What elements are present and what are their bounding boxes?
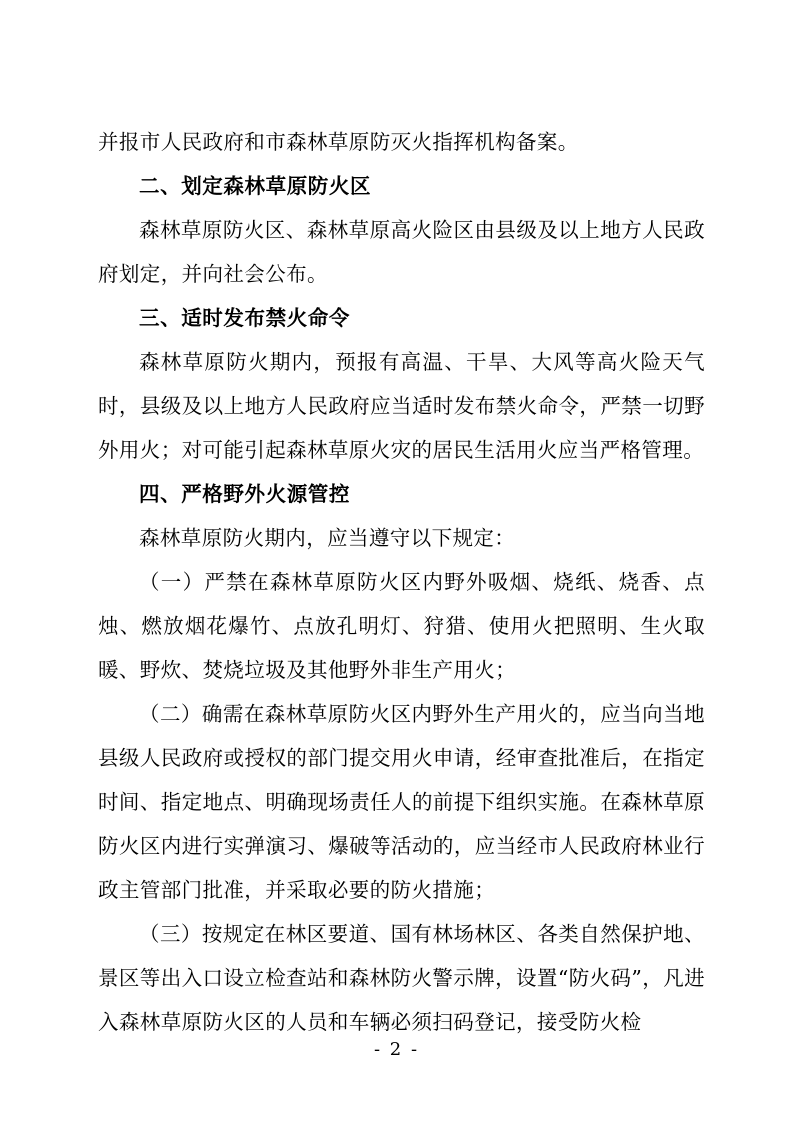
paragraph-section-four-intro: 森林草原防火期内，应当遵守以下规定： — [139, 526, 516, 550]
paragraph-section-three: 森林草原防火期内，预报有高温、干旱、大风等高火险天气时，县级及以上地方人民政府应当适时发布禁火命令，严禁一切野外用火；对可能引起森林草原火灾的居民生活用火应当严格管理。 — [98, 350, 705, 462]
paragraph-section-two: 森林草原防火区、森林草原高火险区由县级及以上地方人民政府划定，并向社会公布。 — [98, 218, 705, 286]
section-heading-four: 四、严格野外火源管控 — [139, 482, 350, 506]
paragraph-item-three: （三）按规定在林区要道、国有林场林区、各类自然保护地、景区等出入口设立检查站和森林防火警示牌，设置“防火码”，凡进入森林草原防火区的人员和车辆必须扫码登记，接受防火检 — [98, 922, 705, 1034]
section-heading-two: 二、划定森林草原防火区 — [139, 174, 372, 198]
document-body — [98, 120, 705, 1044]
paragraph-item-one: （一）严禁在森林草原防火区内野外吸烟、烧纸、烧香、点烛、燃放烟花爆竹、点放孔明灯、狩猎、使用火把照明、生火取暖、野炊、焚烧垃圾及其他野外非生产用火； — [98, 570, 705, 682]
paragraph-continuation: 并报市人民政府和市森林草原防灭火指挥机构备案。 — [98, 130, 579, 154]
paragraph-item-two: （二）确需在森林草原防火区内野外生产用火的，应当向当地县级人民政府或授权的部门提交用火申请，经审查批准后，在指定时间、指定地点、明确现场责任人的前提下组织实施。在森林草原防火区内进行实弹演习、爆破等活动的，应当经市人民政府林业行政主管部门批准，并采取必要的防火措施； — [98, 702, 705, 902]
section-heading-three: 三、适时发布禁火命令 — [139, 306, 350, 330]
page-number: - 2 - — [373, 1039, 420, 1060]
